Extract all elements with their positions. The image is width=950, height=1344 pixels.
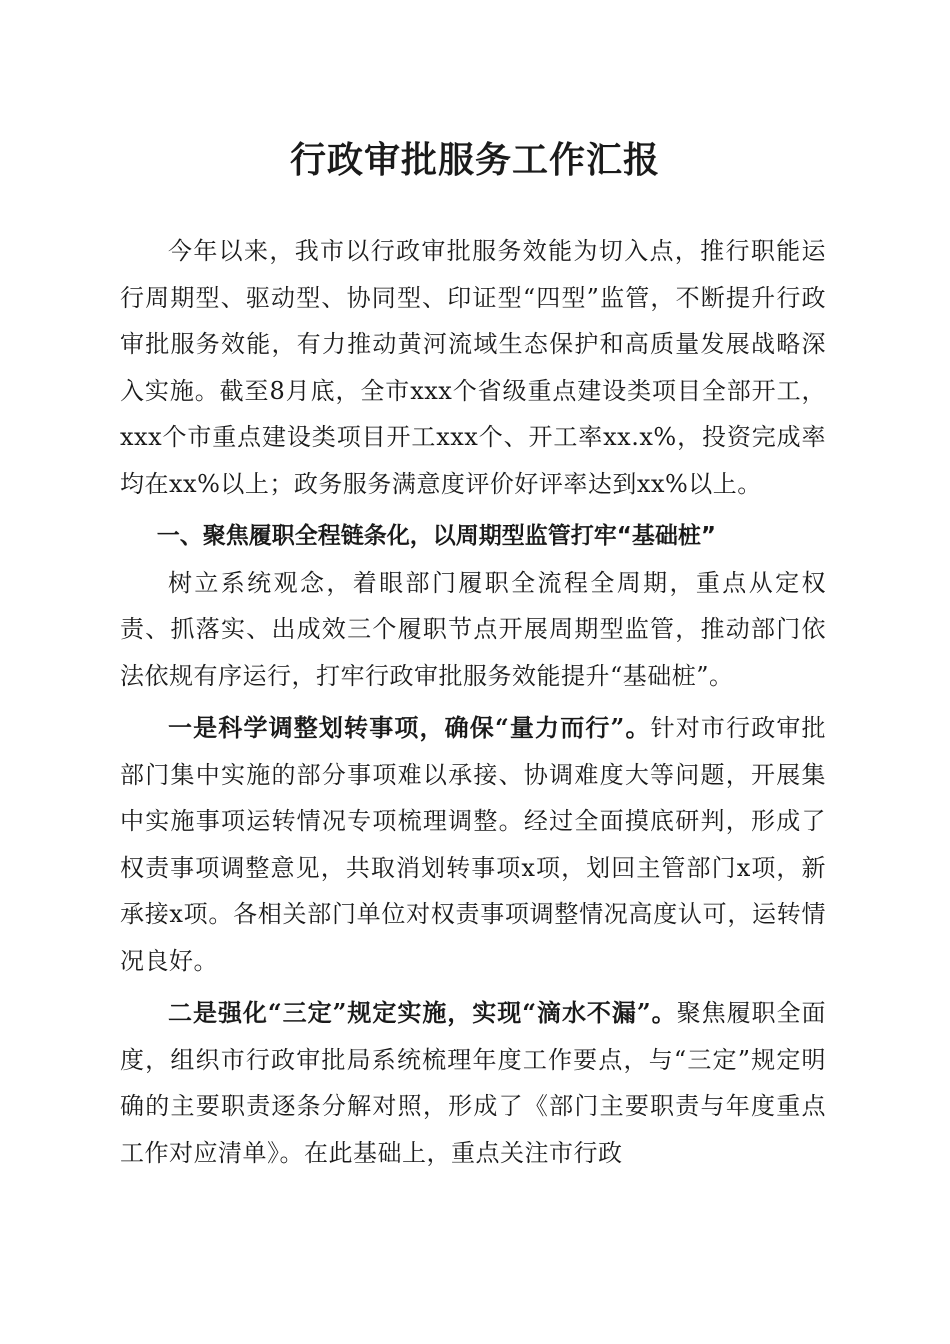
item-1-text: 针对市行政审批部门集中实施的部分事项难以承接、协调难度大等问题，开展集中实施事项运转情况专项梳理调整。经过全面摸底研判，形成了权责事项调整意见，共取消划转事项x项，划回主管部门x项，新承接x项。各相关部门单位对权责事项调整情况高度认可，运转情况良好。 <box>120 714 827 975</box>
section-1-item-1 <box>120 705 826 984</box>
document-body <box>120 228 826 1176</box>
item-1-lead: 一是科学调整划转事项，确保“量力而行”。 <box>168 713 651 742</box>
intro-paragraph: 今年以来，我市以行政审批服务效能为切入点，推行职能运行周期型、驱动型、协同型、印证型“四型”监管，不断提升行政审批服务效能，有力推动黄河流域生态保护和高质量发展战略深入实施。截至8月底，全市xxx个省级重点建设类项目全部开工，xxx个市重点建设类项目开工xxx个、开工率xx.x%，投资完成率均在xx%以上；政务服务满意度评价好评率达到xx%以上。 <box>120 237 826 498</box>
item-2-lead: 二是强化“三定”规定实施，实现“滴水不漏”。 <box>168 998 677 1027</box>
section-1-item-2 <box>120 990 826 1176</box>
section-1-heading: 一、聚焦履职全程链条化，以周期型监管打牢“基础桩” <box>156 523 717 549</box>
document-title: 行政审批服务工作汇报 <box>289 139 660 181</box>
item-2-text: 聚焦履职全面度，组织市行政审批局系统梳理年度工作要点，与“三定”规定明确的主要职责逐条分解对照，形成了《部门主要职责与年度重点工作对应清单》。在此基础上，重点关注市行政 <box>120 999 827 1167</box>
section-1-paragraph: 树立系统观念，着眼部门履职全流程全周期，重点从定权责、抓落实、出成效三个履职节点开展周期型监管，推动部门依法依规有序运行，打牢行政审批服务效能提升“基础桩”。 <box>120 568 826 690</box>
